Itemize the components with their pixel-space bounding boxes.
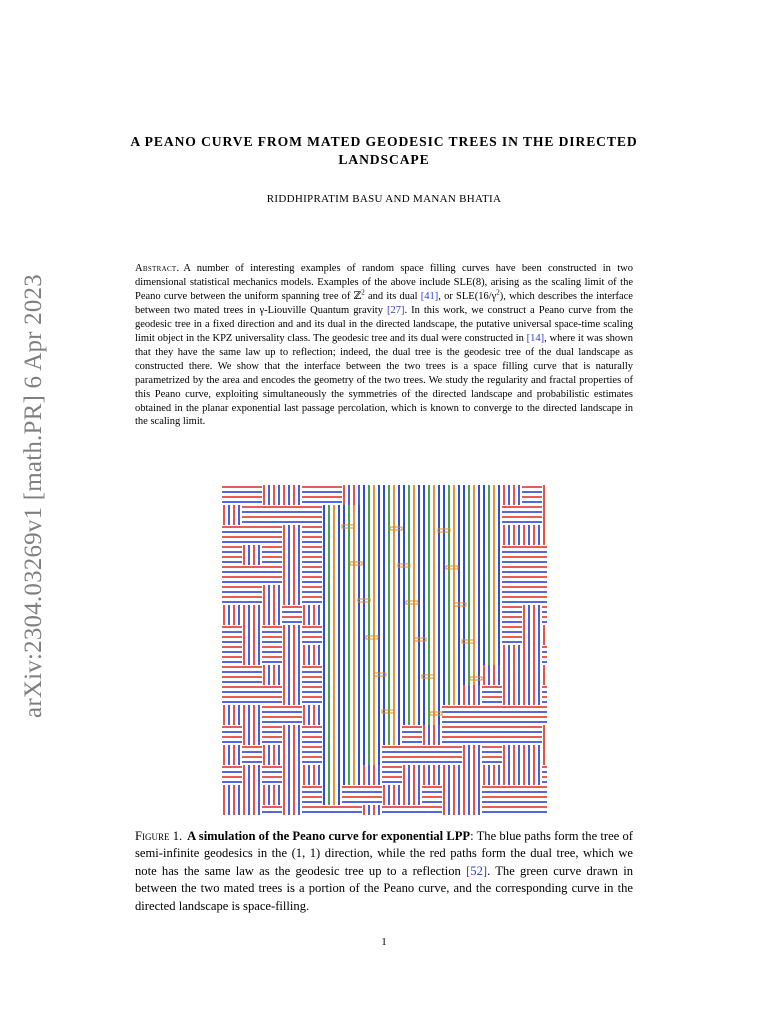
citation-link-52[interactable]: [52]	[466, 863, 488, 878]
citation-link-41[interactable]: [41]	[420, 290, 439, 302]
abstract-text: and its dual	[364, 290, 421, 302]
arxiv-identifier-stamp	[14, 0, 54, 1024]
abstract	[135, 262, 633, 429]
figure-label: Figure 1.	[135, 829, 183, 843]
arxiv-identifier-text: arXiv:2304.03269v1 [math.PR] 6 Apr 2023	[20, 274, 47, 718]
page-number: 1	[381, 936, 387, 948]
figure-caption	[135, 828, 633, 915]
abstract-superscript: 2	[361, 288, 365, 297]
paper-authors: RIDDHIPRATIM BASU AND MANAN BHATIA	[266, 193, 502, 205]
paper-title: A PEANO CURVE FROM MATED GEODESIC TREES IN THE DIRECTED LANDSCAPE	[130, 134, 638, 167]
peano-curve-simulation-image	[222, 485, 547, 815]
abstract-text: , or SLE(16/γ	[438, 290, 497, 302]
citation-link-14[interactable]: [14]	[526, 332, 545, 344]
abstract-text: A number of interesting examples of random space filling curves have been constructed in two dimensional statistical mechanics models. Examples of the above include SLE(8), arising as the scaling limit of the Peano curve between the uniform spanning tree of ℤ	[135, 263, 633, 302]
figure-caption-text: . The green curve drawn in between the two mated trees is a portion of the Peano curve, and the corresponding curve in the directed landscape is space-filling.	[135, 863, 633, 913]
abstract-text: ), which describes the interface between two mated trees in γ-Liouville Quantum gravity	[135, 290, 633, 316]
figure-caption-text: : The blue paths form the tree of semi-infinite geodesics in the (1, 1) direction, while the red paths form the dual tree, which we note has the same law as the geodesic tree up to a reflection	[135, 829, 633, 878]
figure-caption-title: A simulation of the Peano curve for exponential LPP	[187, 829, 471, 843]
citation-link-27[interactable]: [27]	[386, 304, 405, 316]
abstract-text: , where it was shown that they have the same law up to reflection; indeed, the dual tree is the geodesic tree of the dual landscape as constructed there. We show that the interface between the two trees is a space filling curve that is naturally parametrized by the area and encodes the geometry of the two trees. We study the regularity and fractal properties of this Peano curve, exploiting simultaneously the symmetries of the directed landscape and probabilistic estimates obtained in the planar exponential last passage percolation, which is known to converge to the directed landscape in the scaling limit.	[135, 332, 633, 428]
abstract-text: . In this work, we construct a Peano curve from the geodesic tree in a fixed direction and and its dual in the directed landscape, the putative universal space-time scaling limit object in the KPZ universality class. The geodesic tree and its dual were constructed in	[135, 304, 633, 344]
abstract-heading: Abstract.	[135, 263, 180, 274]
abstract-superscript: 2	[496, 288, 500, 297]
peano-curve-figure	[222, 485, 547, 815]
